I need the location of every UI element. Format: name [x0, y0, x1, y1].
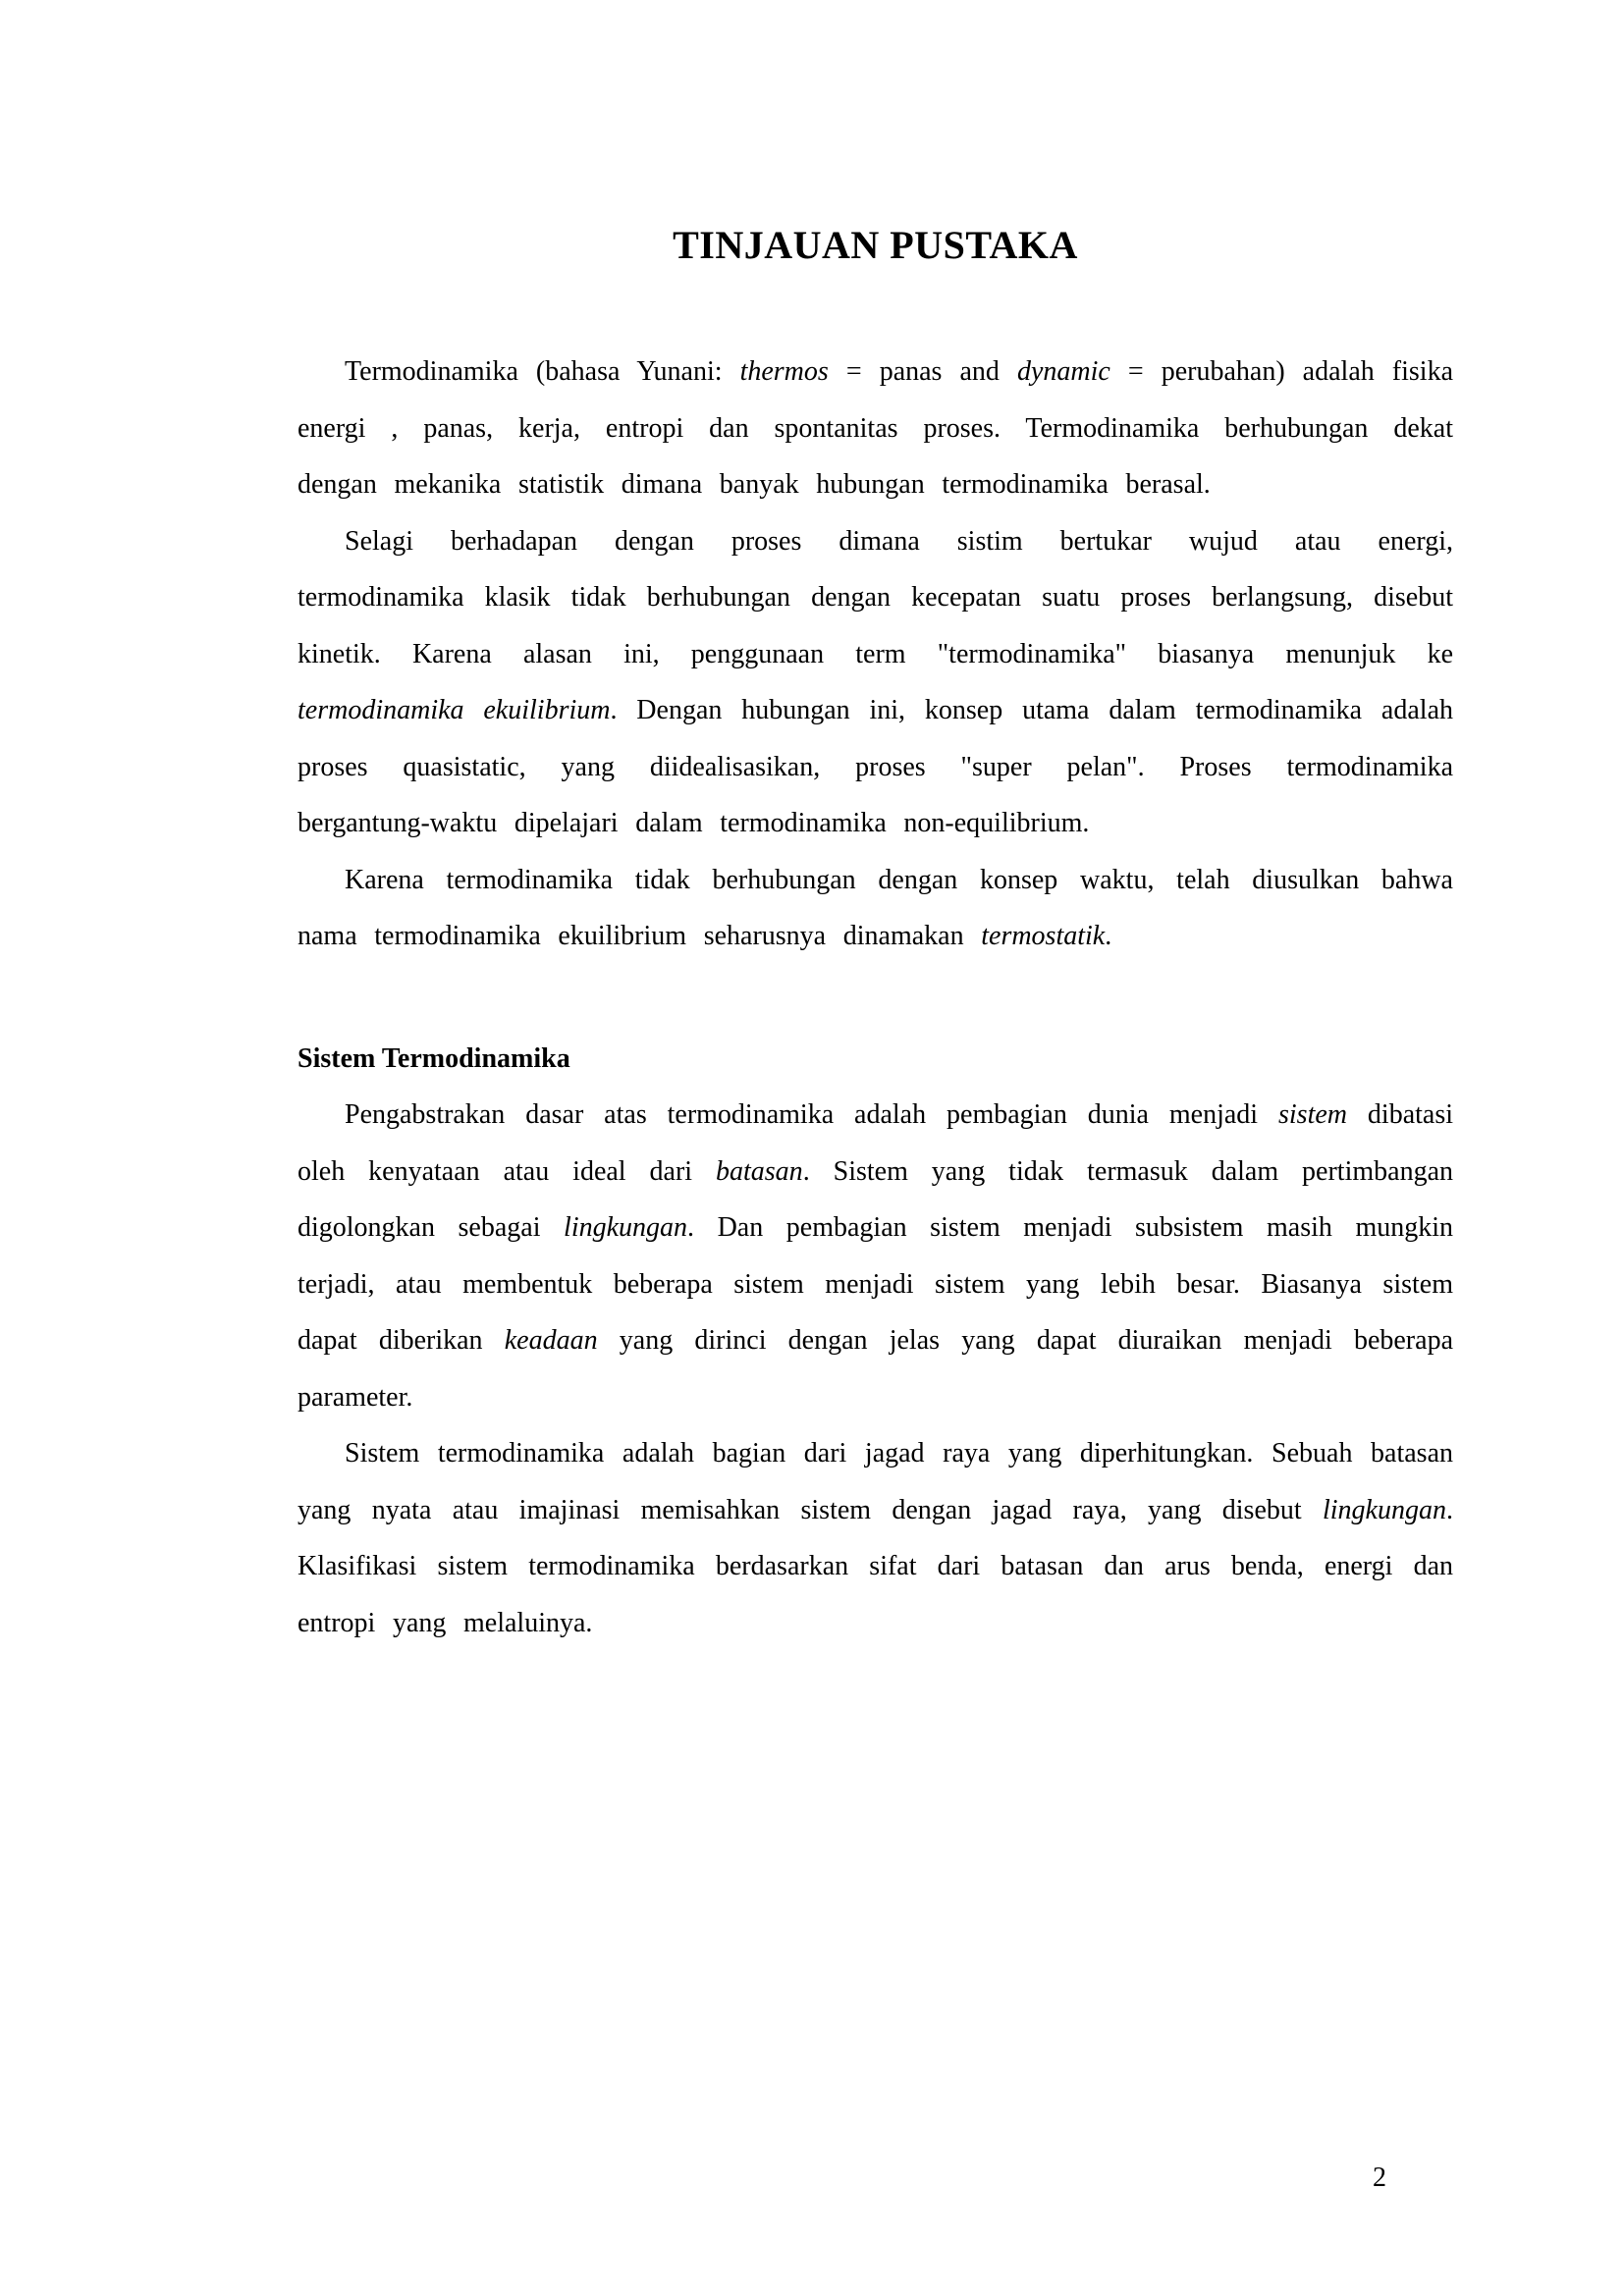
- text-run: . Dan pembagian sistem menjadi subsistem masih mungkin terjadi, atau membentuk beberapa sistem menjadi sistem yang lebih besar. Biasanya sistem dapat diberikan: [298, 1212, 1453, 1356]
- italic-text-run: sistem: [1278, 1099, 1347, 1130]
- italic-text-run: lingkungan: [564, 1212, 688, 1243]
- section-heading: Sistem Termodinamika: [298, 1042, 570, 1074]
- text-run: Sistem termodinamika adalah bagian dari jagad raya yang diperhitungkan. Sebuah batasan yang nyata atau imajinasi memisahkan sistem dengan jagad raya, yang disebut: [298, 1438, 1453, 1525]
- text-run: Karena termodinamika tidak berhubungan dengan konsep waktu, telah diusulkan bahwa nama termodinamika ekuilibrium seharusnya dinamakan: [298, 864, 1453, 951]
- text-run: Termodinamika (bahasa Yunani:: [345, 356, 740, 387]
- paragraph-classical-thermodynamics: [298, 513, 1453, 852]
- page-number: 2: [1373, 2163, 1386, 2193]
- text-run: = perubahan) adalah fisika energi , panas, kerja, entropi dan spontanitas proses. Termodinamika berhubungan dekat dengan mekanika statistik dimana banyak hubungan termodinamika berasal.: [298, 356, 1453, 500]
- italic-text-run: termostatik: [981, 921, 1106, 951]
- text-run: Pengabstrakan dasar atas termodinamika adalah pembagian dunia menjadi: [345, 1099, 1278, 1130]
- italic-text-run: keadaan: [504, 1325, 598, 1356]
- text-block: [298, 221, 1453, 1651]
- paragraph-termostatik: [298, 852, 1453, 965]
- paragraph-system-definition: [298, 1425, 1453, 1651]
- text-run: . Sistem yang tidak termasuk dalam pertimbangan digolongkan sebagai: [298, 1155, 1453, 1243]
- italic-text-run: lingkungan: [1323, 1494, 1446, 1525]
- paragraph-intro: [298, 344, 1453, 513]
- paragraph-system-abstraction: [298, 1087, 1453, 1425]
- italic-text-run: termodinamika ekuilibrium: [298, 695, 611, 725]
- text-run: . Dengan hubungan ini, konsep utama dalam termodinamika adalah proses quasistatic, yang diidealisasikan, proses "super pelan". Proses termodinamika bergantung-waktu dipelajari dalam termodinamika non-equilibrium.: [298, 695, 1453, 838]
- italic-text-run: thermos: [739, 356, 829, 387]
- text-run: dibatasi oleh kenyataan atau ideal dari: [298, 1099, 1454, 1187]
- text-run: Selagi berhadapan dengan proses dimana sistim bertukar wujud atau energi, termodinamika klasik tidak berhubungan dengan kecepatan suatu proses berlangsung, disebut kinetik. Karena alasan ini, penggunaan term "termodinamika" biasanya menunjuk ke: [298, 525, 1453, 669]
- text-run: = panas and: [828, 356, 1017, 387]
- text-run: . Klasifikasi sistem termodinamika berdasarkan sifat dari batasan dan arus benda, energi dan entropi yang melaluinya.: [298, 1494, 1453, 1638]
- italic-text-run: batasan: [716, 1155, 803, 1187]
- italic-text-run: dynamic: [1016, 356, 1110, 387]
- text-run: .: [1105, 921, 1112, 951]
- text-run: yang dirinci dengan jelas yang dapat diuraikan menjadi beberapa parameter.: [298, 1325, 1453, 1413]
- page-title: TINJAUAN PUSTAKA: [673, 223, 1078, 267]
